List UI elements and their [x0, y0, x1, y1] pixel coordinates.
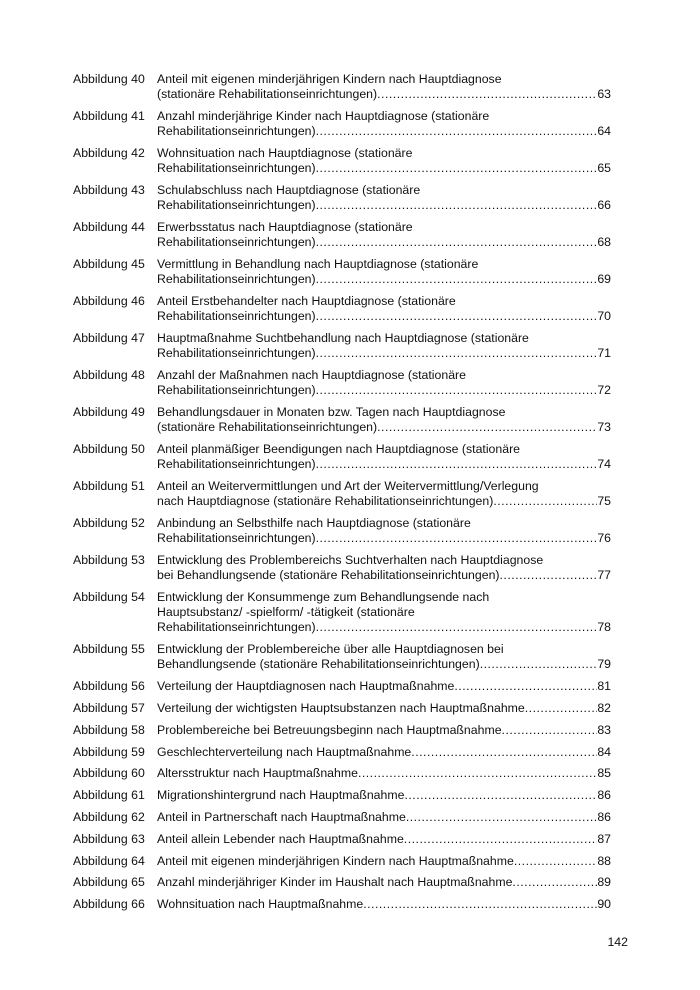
figure-caption [157, 331, 611, 361]
page-ref[interactable]: 74 [597, 457, 611, 472]
dot-leader [316, 235, 598, 250]
figure-label: Abbildung 65 [73, 875, 145, 890]
figure-label: Abbildung 56 [73, 679, 145, 694]
caption-line: (stationäre Rehabilitationseinrichtungen) [157, 420, 378, 435]
figure-label: Abbildung 47 [73, 331, 145, 345]
caption-line: Problembereiche bei Betreuungsbeginn nach Hauptmaßnahme [157, 722, 502, 737]
caption-line: Wohnsituation nach Hauptmaßnahme [157, 897, 364, 912]
page-ref[interactable]: 81 [597, 679, 611, 694]
dot-leader [493, 494, 597, 509]
caption-line: Anteil in Partnerschaft nach Hauptmaßnahme [157, 809, 406, 824]
dot-leader [480, 657, 598, 672]
page-ref[interactable]: 69 [597, 272, 611, 287]
figure-caption [157, 257, 611, 287]
toc-entry[interactable] [73, 109, 611, 139]
toc-entry[interactable] [73, 810, 611, 825]
caption-line: Rehabilitationseinrichtungen) [157, 309, 316, 324]
toc-entry[interactable] [73, 745, 611, 760]
toc-entry[interactable] [73, 257, 611, 287]
dot-leader [377, 420, 597, 435]
dot-leader [502, 723, 598, 738]
toc-entry[interactable] [73, 788, 611, 803]
figure-caption [157, 183, 611, 213]
dot-leader [404, 788, 597, 803]
toc-entry[interactable] [73, 479, 611, 509]
table-of-figures [73, 72, 611, 919]
page-ref[interactable]: 68 [597, 235, 611, 250]
dot-leader [316, 272, 598, 287]
dot-leader [316, 198, 598, 213]
figure-label: Abbildung 66 [73, 897, 145, 912]
figure-caption [157, 553, 611, 583]
figure-label: Abbildung 53 [73, 553, 145, 567]
figure-caption [157, 642, 611, 672]
caption-line: Geschlechterverteilung nach Hauptmaßnahme [157, 744, 412, 759]
caption-line: Entwicklung der Konsummenge zum Behandlungsende nach [157, 590, 490, 604]
caption-line: Verteilung der wichtigsten Hauptsubstanzen nach Hauptmaßnahme [157, 701, 525, 715]
figure-label: Abbildung 40 [73, 72, 145, 86]
figure-caption [157, 766, 611, 781]
toc-entry[interactable] [73, 642, 611, 672]
page-ref[interactable]: 65 [597, 161, 611, 176]
page-ref[interactable]: 87 [597, 831, 611, 846]
dot-leader [500, 568, 598, 583]
caption-line: Anteil an Weitervermittlungen und Art der Weitervermittlung/Verlegung [157, 479, 539, 493]
toc-entry[interactable] [73, 183, 611, 213]
toc-entry[interactable] [73, 701, 611, 716]
caption-line: Altersstruktur nach Hauptmaßnahme [157, 766, 358, 781]
dot-leader [512, 875, 597, 890]
caption-line: Behandlungsende (stationäre Rehabilitationseinrichtungen) [157, 657, 480, 672]
page-ref[interactable]: 70 [597, 309, 611, 324]
dot-leader [411, 745, 597, 760]
dot-leader [514, 854, 597, 869]
toc-entry[interactable] [73, 72, 611, 102]
caption-line: Anzahl minderjährige Kinder nach Hauptdiagnose (stationäre [157, 109, 490, 123]
caption-line: Anteil planmäßiger Beendigungen nach Hauptdiagnose (stationäre [157, 442, 521, 456]
figure-caption [157, 788, 611, 803]
page-ref[interactable]: 66 [597, 198, 611, 213]
page-ref[interactable]: 90 [597, 897, 611, 912]
page-number: 142 [607, 935, 628, 949]
figure-label: Abbildung 50 [73, 442, 145, 456]
figure-caption [157, 479, 611, 509]
caption-line: (stationäre Rehabilitationseinrichtungen) [157, 87, 378, 102]
dot-leader [316, 346, 598, 361]
caption-line: Wohnsituation nach Hauptdiagnose (stationäre [157, 146, 413, 160]
caption-line: Anteil Erstbehandelter nach Hauptdiagnose (stationäre [157, 294, 456, 308]
dot-leader [316, 383, 598, 398]
caption-line: Rehabilitationseinrichtungen) [157, 124, 316, 139]
figure-label: Abbildung 44 [73, 220, 145, 234]
toc-entry[interactable] [73, 766, 611, 781]
caption-line: Anteil mit eigenen minderjährigen Kindern nach Hauptmaßnahme [157, 853, 514, 868]
figure-label: Abbildung 42 [73, 146, 145, 160]
dot-leader [358, 766, 597, 781]
toc-entry[interactable] [73, 331, 611, 361]
caption-line: Anzahl der Maßnahmen nach Hauptdiagnose (stationäre [157, 368, 466, 382]
caption-line: Hauptsubstanz/ -spielform/ -tätigkeit (stationäre [157, 605, 415, 620]
figure-label: Abbildung 57 [73, 701, 145, 715]
caption-line: Rehabilitationseinrichtungen) [157, 531, 316, 546]
toc-entry[interactable] [73, 220, 611, 250]
figure-label: Abbildung 63 [73, 831, 145, 846]
figure-label: Abbildung 41 [73, 109, 145, 123]
dot-leader [316, 457, 598, 472]
page-ref[interactable]: 89 [597, 875, 611, 890]
toc-entry[interactable] [73, 875, 611, 890]
figure-caption [157, 897, 611, 912]
dot-leader [316, 161, 598, 176]
dot-leader [363, 897, 597, 912]
figure-label: Abbildung 49 [73, 405, 145, 419]
figure-caption [157, 745, 611, 760]
dot-leader [316, 620, 598, 635]
caption-line: Verteilung der Hauptdiagnosen nach Hauptmaßnahme [157, 679, 455, 694]
dot-leader [525, 701, 598, 716]
caption-line: Rehabilitationseinrichtungen) [157, 161, 316, 176]
caption-line: Erwerbsstatus nach Hauptdiagnose (stationäre [157, 220, 413, 234]
figure-label: Abbildung 55 [73, 642, 145, 657]
dot-leader [406, 810, 598, 825]
caption-line: bei Behandlungsende (stationäre Rehabilitationseinrichtungen) [157, 568, 500, 583]
figure-caption [157, 810, 611, 825]
figure-caption [157, 146, 611, 176]
page-ref[interactable]: 64 [597, 124, 611, 139]
figure-caption [157, 516, 611, 546]
toc-entry[interactable] [73, 590, 611, 636]
figure-caption [157, 875, 611, 890]
page-ref[interactable]: 75 [597, 494, 611, 509]
caption-line: Behandlungsdauer in Monaten bzw. Tagen nach Hauptdiagnose [157, 405, 506, 419]
figure-label: Abbildung 52 [73, 516, 145, 530]
toc-entry[interactable] [73, 516, 611, 546]
caption-line: Schulabschluss nach Hauptdiagnose (stationäre [157, 183, 421, 197]
figure-caption [157, 590, 611, 636]
caption-line: Anzahl minderjähriger Kinder im Haushalt nach Hauptmaßnahme [157, 875, 513, 890]
caption-line: Rehabilitationseinrichtungen) [157, 457, 316, 472]
figure-label: Abbildung 54 [73, 590, 145, 604]
toc-entry[interactable] [73, 832, 611, 847]
caption-line: Rehabilitationseinrichtungen) [157, 383, 316, 398]
dot-leader [316, 124, 598, 139]
page-ref[interactable]: 79 [597, 657, 611, 672]
caption-line: Entwicklung der Problembereiche über alle Hauptdiagnosen bei [157, 642, 504, 657]
page-ref[interactable]: 82 [597, 701, 611, 715]
figure-caption [157, 72, 611, 102]
figure-label: Abbildung 59 [73, 744, 145, 759]
figure-caption [157, 220, 611, 250]
page-ref[interactable]: 86 [597, 809, 611, 824]
caption-line: Rehabilitationseinrichtungen) [157, 620, 316, 635]
dot-leader [316, 531, 598, 546]
page-ref[interactable]: 73 [597, 420, 611, 435]
figure-caption [157, 723, 611, 738]
caption-line: Anteil mit eigenen minderjährigen Kindern nach Hauptdiagnose [157, 72, 502, 86]
caption-line: Rehabilitationseinrichtungen) [157, 198, 316, 213]
page-ref[interactable]: 71 [597, 346, 611, 361]
caption-line: Migrationshintergrund nach Hauptmaßnahme [157, 788, 405, 803]
toc-entry[interactable] [73, 553, 611, 583]
figure-label: Abbildung 43 [73, 183, 145, 197]
toc-entry[interactable] [73, 405, 611, 435]
caption-line: Rehabilitationseinrichtungen) [157, 235, 316, 250]
figure-label: Abbildung 61 [73, 788, 145, 803]
figure-label: Abbildung 45 [73, 257, 145, 271]
page-ref[interactable]: 63 [597, 87, 611, 102]
figure-label: Abbildung 51 [73, 479, 145, 493]
dot-leader [377, 87, 597, 102]
toc-entry[interactable] [73, 294, 611, 324]
page-ref[interactable]: 86 [597, 788, 611, 803]
dot-leader [404, 832, 598, 847]
caption-line: Entwicklung des Problembereichs Suchtverhalten nach Hauptdiagnose [157, 553, 544, 567]
figure-label: Abbildung 60 [73, 766, 145, 781]
dot-leader [316, 309, 598, 324]
figure-label: Abbildung 48 [73, 368, 145, 382]
figure-caption [157, 442, 611, 472]
figure-caption [157, 294, 611, 324]
page-ref[interactable]: 78 [597, 620, 611, 635]
toc-entry[interactable] [73, 897, 611, 912]
figure-caption [157, 109, 611, 139]
toc-entry[interactable] [73, 723, 611, 738]
figure-label: Abbildung 58 [73, 722, 145, 737]
figure-label: Abbildung 64 [73, 853, 145, 868]
figure-label: Abbildung 46 [73, 294, 145, 308]
figure-caption [157, 701, 611, 716]
figure-caption [157, 368, 611, 398]
figure-caption [157, 679, 611, 694]
figure-caption [157, 854, 611, 869]
dot-leader [454, 679, 597, 694]
page-ref[interactable]: 85 [597, 766, 611, 781]
toc-entry[interactable] [73, 679, 611, 694]
page-ref[interactable]: 76 [597, 531, 611, 546]
figure-label: Abbildung 62 [73, 809, 145, 824]
caption-line: nach Hauptdiagnose (stationäre Rehabilitationseinrichtungen) [157, 494, 494, 509]
caption-line: Rehabilitationseinrichtungen) [157, 346, 316, 361]
page-ref[interactable]: 88 [597, 853, 611, 868]
caption-line: Vermittlung in Behandlung nach Hauptdiagnose (stationäre [157, 257, 479, 271]
caption-line: Anteil allein Lebender nach Hauptmaßnahme [157, 831, 404, 846]
page-ref[interactable]: 83 [597, 722, 611, 737]
page-ref[interactable]: 77 [597, 568, 611, 583]
caption-line: Rehabilitationseinrichtungen) [157, 272, 316, 287]
toc-entry[interactable] [73, 368, 611, 398]
figure-caption [157, 832, 611, 847]
page-ref[interactable]: 84 [597, 744, 611, 759]
toc-entry[interactable] [73, 442, 611, 472]
figure-caption [157, 405, 611, 435]
caption-line: Anbindung an Selbsthilfe nach Hauptdiagnose (stationäre [157, 516, 471, 530]
caption-line: Hauptmaßnahme Suchtbehandlung nach Hauptdiagnose (stationäre [157, 331, 529, 345]
toc-entry[interactable] [73, 854, 611, 869]
toc-entry[interactable] [73, 146, 611, 176]
page-ref[interactable]: 72 [597, 383, 611, 398]
